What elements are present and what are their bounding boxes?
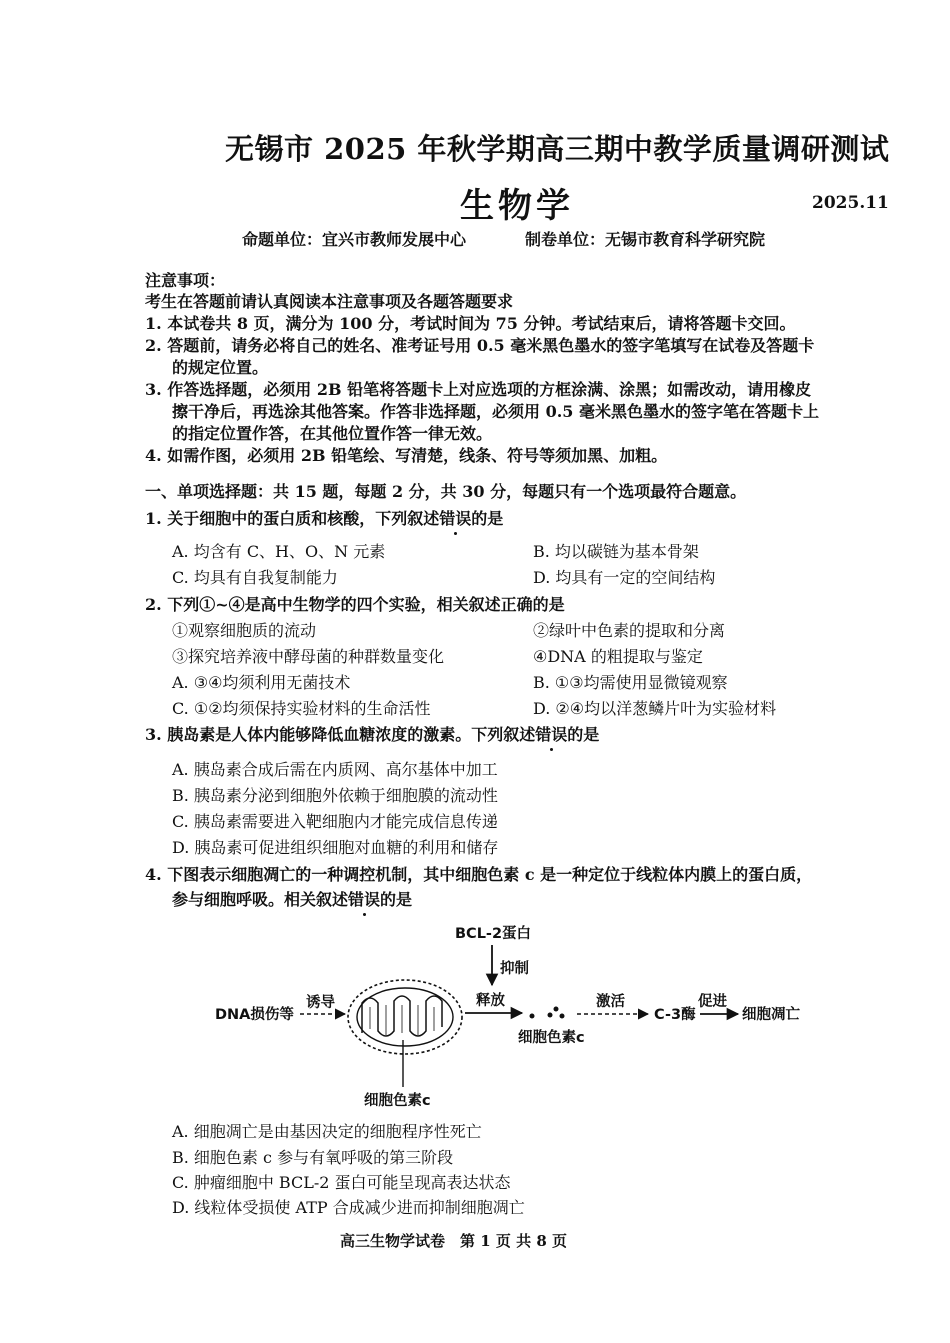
question-3-stem: 3. 胰岛素是人体内能够降低血糖浓度的激素。下列叙述错误的是 (145, 725, 600, 744)
release-label: 释放 (476, 993, 505, 1009)
induce-label: 诱导 (306, 995, 335, 1011)
notice-intro: 考生在答题前请认真阅读本注意事项及各题答题要求 (145, 292, 514, 311)
bcl2-label: BCL-2蛋白 (455, 926, 532, 942)
q2-experiment-2: ②绿叶中色素的提取和分离 (533, 621, 726, 640)
cytc-right-label: 细胞色素c (518, 1030, 585, 1046)
promote-label: 促进 (698, 994, 727, 1010)
cytochrome-dots-icon (530, 1007, 565, 1019)
section-heading: 一、单项选择题：共 15 题，每题 2 分，共 30 分，每题只有一个选项最符合题意。 (145, 482, 747, 501)
question-4-stem-line2: 参与细胞呼吸。相关叙述错误的是 (172, 890, 413, 909)
emphasis-word: 错误 (439, 509, 472, 528)
q2-experiment-3: ③探究培养液中酵母菌的种群数量变化 (172, 647, 445, 666)
q3-option-d[interactable]: D. 胰岛素可促进组织细胞对血糖的利用和储存 (172, 838, 499, 857)
apoptosis-label: 细胞凋亡 (742, 1007, 800, 1023)
cytc-bottom-label: 细胞色素c (364, 1093, 431, 1109)
q4-option-c[interactable]: C. 肿瘤细胞中 BCL-2 蛋白可能呈现高表达状态 (172, 1173, 511, 1192)
mitochondrion-icon (348, 980, 462, 1054)
q2-option-c[interactable]: C. ①②均须保持实验材料的生命活性 (172, 699, 431, 718)
question-2-stem: 2. 下列①~④是高中生物学的四个实验，相关叙述正确的是 (145, 595, 565, 614)
issuer-unit: 命题单位：宜兴市教师发展中心 (242, 230, 467, 249)
q2-option-a[interactable]: A. ③④均须利用无菌技术 (172, 673, 351, 692)
q4-option-a[interactable]: A. 细胞凋亡是由基因决定的细胞程序性死亡 (172, 1122, 482, 1141)
activate-label: 激活 (596, 994, 625, 1010)
q1-option-b[interactable]: B. 均以碳链为基本骨架 (533, 542, 699, 561)
q4-option-b[interactable]: B. 细胞色素 c 参与有氧呼吸的第三阶段 (172, 1148, 454, 1167)
emphasis-word: 错误 (535, 725, 568, 744)
dna-damage-label: DNA损伤等 (215, 1007, 294, 1023)
q3-option-a[interactable]: A. 胰岛素合成后需在内质网、高尔基体中加工 (172, 760, 498, 779)
notice-heading: 注意事项： (145, 271, 226, 290)
inhibit-label: 抑制 (500, 961, 529, 977)
question-1-stem: 1. 关于细胞中的蛋白质和核酸，下列叙述错误的是 (145, 509, 504, 528)
q1-option-c[interactable]: C. 均具有自我复制能力 (172, 568, 338, 587)
notice-item-3-cont1: 擦干净后，再选涂其他答案。作答非选择题，必须用 0.5 毫米黑色墨水的签字笔在答题卡上 (172, 402, 819, 421)
exam-date: 2025.11 (812, 193, 889, 213)
notice-item-2-cont: 的规定位置。 (172, 358, 269, 377)
q2-experiment-1: ①观察细胞质的流动 (172, 621, 317, 640)
exam-title: 无锡市 2025 年秋学期高三期中教学质量调研测试 (225, 132, 890, 166)
question-4-stem-line1: 4. 下图表示细胞凋亡的一种调控机制，其中细胞色素 c 是一种定位于线粒体内膜上的蛋白质， (145, 865, 813, 884)
q3-option-c[interactable]: C. 胰岛素需要进入靶细胞内才能完成信息传递 (172, 812, 498, 831)
q2-experiment-4: ④DNA 的粗提取与鉴定 (533, 647, 703, 666)
subject-title: 生物学 (460, 186, 574, 226)
notice-item-3: 3. 作答选择题，必须用 2B 铅笔将答题卡上对应选项的方框涂满、涂黑；如需改动，请用橡皮 (145, 380, 812, 399)
q1-option-a[interactable]: A. 均含有 C、H、O、N 元素 (172, 542, 386, 561)
page-footer: 高三生物学试卷 第 1 页 共 8 页 (340, 1232, 567, 1250)
q3-option-b[interactable]: B. 胰岛素分泌到细胞外依赖于细胞膜的流动性 (172, 786, 498, 805)
notice-item-4: 4. 如需作图，必须用 2B 铅笔绘、写清楚，线条、符号等须加黑、加粗。 (145, 446, 668, 465)
q1-option-d[interactable]: D. 均具有一定的空间结构 (533, 568, 716, 587)
c3-enzyme-label: C-3酶 (654, 1007, 696, 1023)
maker-unit: 制卷单位：无锡市教育科学研究院 (525, 230, 766, 249)
emphasis-word: 错误 (348, 890, 381, 909)
q2-option-b[interactable]: B. ①③均需使用显微镜观察 (533, 673, 728, 692)
notice-item-1: 1. 本试卷共 8 页，满分为 100 分，考试时间为 75 分钟。考试结束后，请将答题卡交回。 (145, 314, 796, 333)
q2-option-d[interactable]: D. ②④均以洋葱鳞片叶为实验材料 (533, 699, 777, 718)
notice-item-2: 2. 答题前，请务必将自己的姓名、准考证号用 0.5 毫米黑色墨水的签字笔填写在试卷及答题卡 (145, 336, 815, 355)
notice-item-3-cont2: 的指定位置作答，在其他位置作答一律无效。 (172, 424, 493, 443)
apoptosis-diagram (0, 915, 950, 1115)
q4-option-d[interactable]: D. 线粒体受损使 ATP 合成减少进而抑制细胞凋亡 (172, 1198, 525, 1217)
